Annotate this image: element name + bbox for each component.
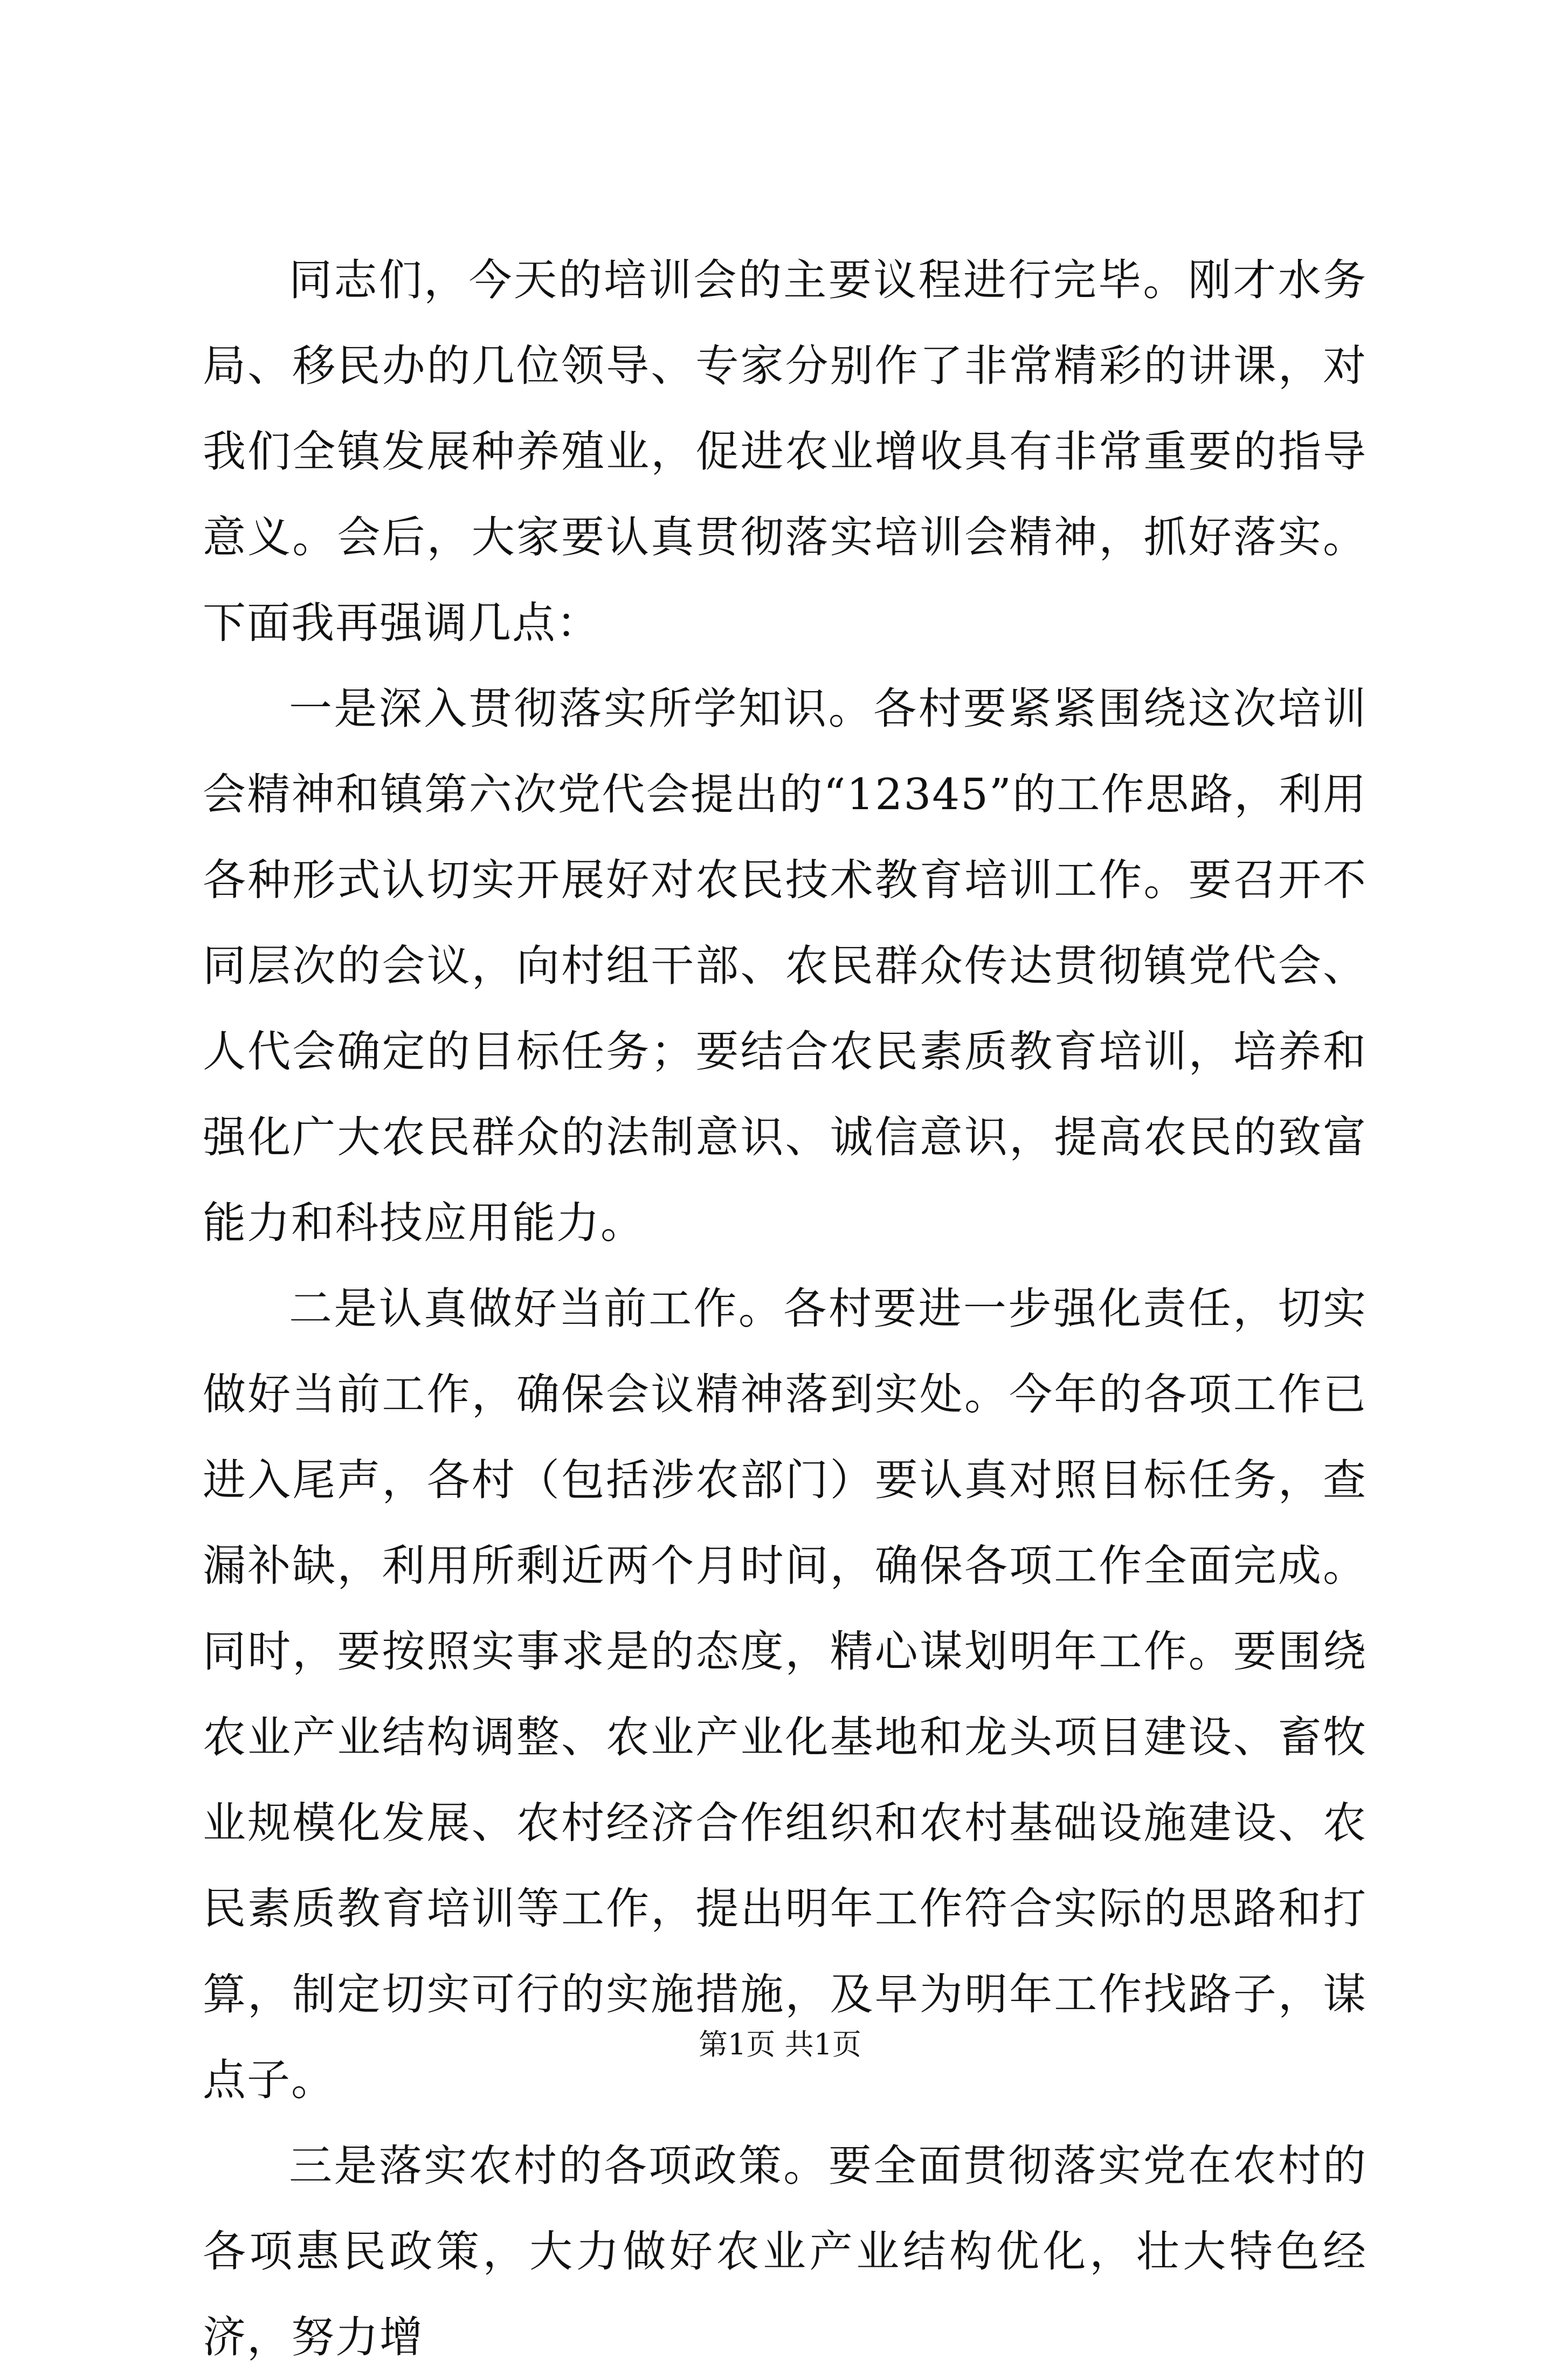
paragraph-point-three: 三是落实农村的各项政策。要全面贯彻落实党在农村的各项惠民政策，大力做好农业产业结构优化，壮大特色经济，努力增 [203,2141,1367,2362]
page-footer: 第1页 共1页 [699,2027,861,2061]
paragraph-point-two: 二是认真做好当前工作。各村要进一步强化责任，切实做好当前工作，确保会议精神落到实处。今年的各项工作已进入尾声，各村（包括涉农部门）要认真对照目标任务，查漏补缺，利用所剩近两个月时间，确保各项工作全面完成。同时，要按照实事求是的态度，精心谋划明年工作。要围绕农业产业结构调整、农业产业化基地和龙头项目建设、畜牧业规模化发展、农村经济合作组织和农村基础设施建设、农民素质教育培训等工作，提出明年工作符合实际的思路和打算，制定切实可行的实施措施，及早为明年工作找路子，谋点子。 [203,1284,1367,2105]
paragraph-point-one: 一是深入贯彻落实所学知识。各村要紧紧围绕这次培训会精神和镇第六次党代会提出的“12345”的工作思路，利用各种形式认切实开展好对农民技术教育培训工作。要召开不同层次的会议，向村组干部、农民群众传达贯彻镇党代会、人代会确定的目标任务；要结合农民素质教育培训，培养和强化广大农民群众的法制意识、诚信意识，提高农民的致富能力和科技应用能力。 [203,684,1367,1248]
paragraph-opening: 同志们，今天的培训会的主要议程进行完毕。刚才水务局、移民办的几位领导、专家分别作了非常精彩的讲课，对我们全镇发展种养殖业，促进农业增收具有非常重要的指导意义。会后，大家要认真贯彻落实培训会精神，抓好落实。下面我再强调几点： [203,255,1367,648]
